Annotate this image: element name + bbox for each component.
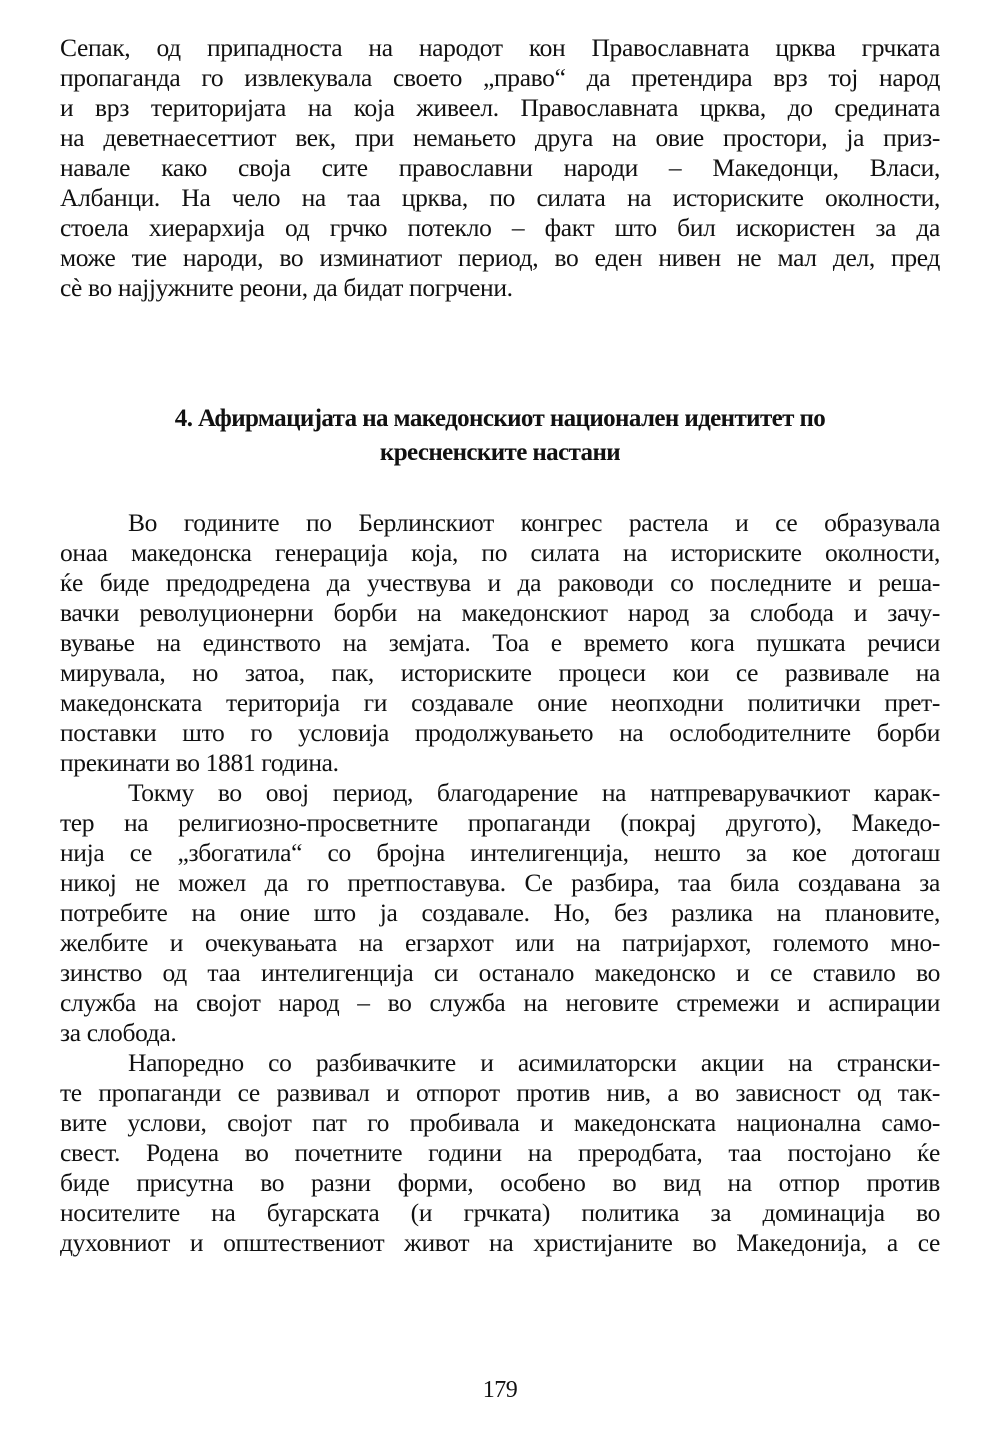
text-line: желбите и очекувањата на егзархот или на патријархот, големото мно- (60, 928, 940, 957)
intro-paragraph (60, 33, 940, 303)
text-line: Во годините по Берлинскиот конгрес растела и се образувала (128, 508, 940, 537)
text-line: Албанци. На чело на таа црква, по силата на историските околности, (60, 183, 940, 212)
paragraph-2 (60, 778, 940, 1048)
text-line: може тие народи, во изминатиот период, во еден нивен не мал дел, пред (60, 243, 940, 272)
text-line: Напоредно со разбивачките и асимилаторски акции на странски- (128, 1048, 940, 1077)
paragraph-3 (60, 1048, 940, 1258)
text-line: служба на својот народ – во служба на неговите стремежи и аспирации (60, 988, 940, 1017)
text-line: вачки револуционерни борби на македонскиот народ за слобода и зачу- (60, 598, 940, 627)
text-line: Сепак, од припадноста на народот кон Православната црква грчката (60, 33, 940, 62)
text-line: пропаганда го извлекувала своето „право“ да претендира врз тој народ (60, 63, 940, 92)
text-line: зинство од таа интелигенција си останало македонско и се ставило во (60, 958, 940, 987)
text-line: тер на религиозно-просветните пропаганди (покрај другото), Македо- (60, 808, 940, 837)
text-line: потребите на оние што ја создавале. Но, без разлика на плановите, (60, 898, 940, 927)
page-number: 179 (482, 1377, 518, 1403)
text-line: духовниот и општествениот живот на христијаните во Македонија, а се (60, 1228, 940, 1257)
text-line: прекинати во 1881 година. (60, 748, 339, 777)
text-line: и врз територијата на која живеел. Православната црква, до средината (60, 93, 940, 122)
text-line: носителите на бугарската (и грчката) политика за доминација во (60, 1198, 940, 1227)
text-line: поставки што го условија продолжувањето на ослободителните борби (60, 718, 940, 747)
text-line: мирувала, но затоа, пак, историските процеси кои се развивале на (60, 658, 940, 687)
text-line: навале како своја сите православни народи – Македонци, Власи, (60, 153, 940, 182)
text-line: нија се „збогатила“ со бројна интелигенција, нешто за кое дотогаш (60, 838, 940, 867)
text-line: вување на единството на земјата. Тоа е времето кога пушката речиси (60, 628, 940, 657)
section-body (60, 508, 940, 1258)
paragraph-1 (60, 508, 940, 778)
text-line: Токму во овој период, благодарение на натпреварувачкиот карак- (128, 778, 940, 807)
text-line: онаа македонска генерација која, по силата на историските околности, (60, 538, 940, 567)
text-line: на деветнаесеттиот век, при немањето друга на овие простори, ја приз- (60, 123, 940, 152)
text-line: сè во најјужните реони, да бидат погрчени. (60, 273, 513, 302)
text-line: вите услови, својот пат го пробивала и македонската национална само- (60, 1108, 940, 1137)
section-heading-line-2: кресненските настани (379, 439, 621, 466)
text-line: свест. Родена во почетните години на преродбата, таа постојано ќе (60, 1138, 940, 1167)
text-line: те пропаганди се развивал и отпорот против нив, а во зависност од так- (60, 1078, 940, 1107)
text-line: биде присутна во разни форми, особено во вид на отпор против (60, 1168, 940, 1197)
text-line: за слобода. (60, 1018, 177, 1047)
text-line: никој не можел да го претпоставува. Се разбира, таа била создавана за (60, 868, 940, 897)
section-heading (60, 402, 940, 470)
text-line: ќе биде предодредена да учествува и да раководи со последните и реша- (60, 568, 940, 597)
text-line: стоела хиерархија од грчко потекло – факт што бил искористен за да (60, 213, 940, 242)
text-line: македонската територија ги создавале оние неопходни политички прет- (60, 688, 940, 717)
section-heading-line-1: 4. Афирмацијата на македонскиот национален идентитет по (174, 405, 826, 432)
